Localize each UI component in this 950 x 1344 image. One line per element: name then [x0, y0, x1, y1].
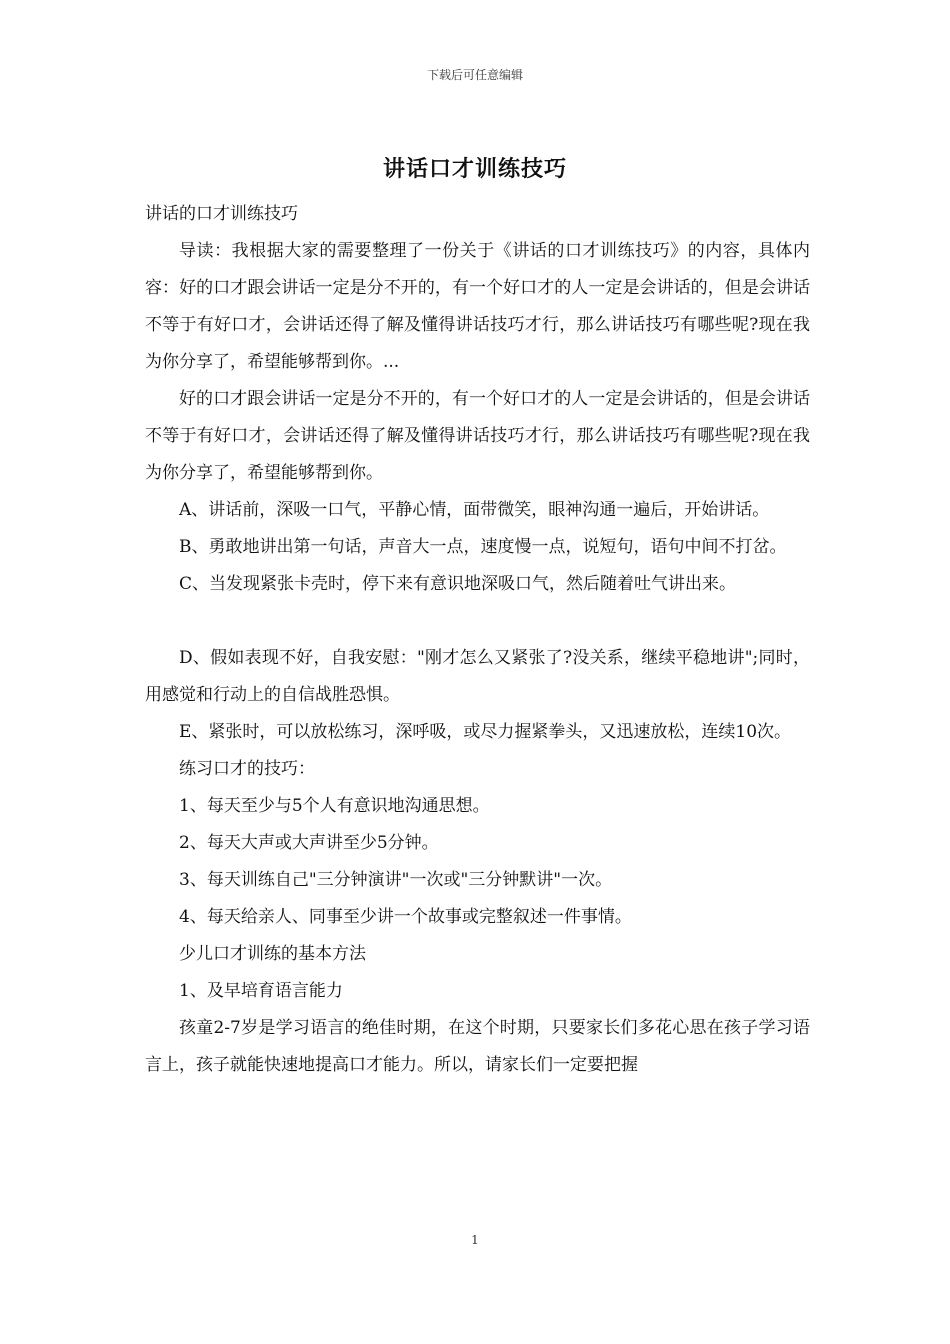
- paragraph: B、勇敢地讲出第一句话，声音大一点，速度慢一点，说短句，语句中间不打岔。: [179, 537, 787, 557]
- paragraph: E、紧张时，可以放松练习，深呼吸，或尽力握紧拳头，又迅速放松，连续10次。: [179, 722, 792, 742]
- page-number: 1: [471, 1233, 479, 1247]
- list-item: 2、每天大声或大声讲至少5分钟。: [179, 833, 439, 853]
- blank-line: [145, 603, 810, 640]
- paragraph: 孩童2-7岁是学习语言的绝佳时期，在这个时期，只要家长们多花心思在孩子学习语言上，孩子就能快速地提高口才能力。所以，请家长们一定要把握: [145, 1018, 810, 1075]
- document-body: [145, 196, 810, 1084]
- paragraph: 导读：我根据大家的需要整理了一份关于《讲话的口才训练技巧》的内容，具体内容：好的口才跟会讲话一定是分不开的，有一个好口才的人一定是会讲话的，但是会讲话不等于有好口才，会讲话还得了解及懂得讲话技巧才行，那么讲话技巧有哪些呢?现在我为你分享了，希望能够帮到你。...: [145, 241, 810, 372]
- list-item: 1、每天至少与5个人有意识地沟通思想。: [179, 796, 490, 816]
- list-item: 3、每天训练自己"三分钟演讲"一次或"三分钟默讲"一次。: [179, 870, 613, 890]
- paragraph: D、假如表现不好，自我安慰："刚才怎么又紧张了?没关系，继续平稳地讲";同时，用感觉和行动上的自信战胜恐惧。: [145, 648, 810, 705]
- paragraph: 练习口才的技巧：: [179, 759, 315, 779]
- list-item: 1、及早培育语言能力: [179, 981, 343, 1001]
- paragraph: C、当发现紧张卡壳时，停下来有意识地深吸口气，然后随着吐气讲出来。: [179, 574, 737, 594]
- subtitle: 讲话的口才训练技巧: [145, 204, 298, 224]
- section-heading: 少儿口才训练的基本方法: [179, 944, 366, 964]
- document-title: 讲话口才训练技巧: [382, 156, 567, 182]
- paragraph: A、讲话前，深吸一口气，平静心情，面带微笑，眼神沟通一遍后，开始讲话。: [179, 500, 770, 520]
- paragraph: 好的口才跟会讲话一定是分不开的，有一个好口才的人一定是会讲话的，但是会讲话不等于有好口才，会讲话还得了解及懂得讲话技巧才行，那么讲话技巧有哪些呢?现在我为你分享了，希望能够帮到你。: [145, 389, 810, 483]
- list-item: 4、每天给亲人、同事至少讲一个故事或完整叙述一件事情。: [179, 907, 632, 927]
- header-note: 下载后可任意编辑: [426, 68, 523, 82]
